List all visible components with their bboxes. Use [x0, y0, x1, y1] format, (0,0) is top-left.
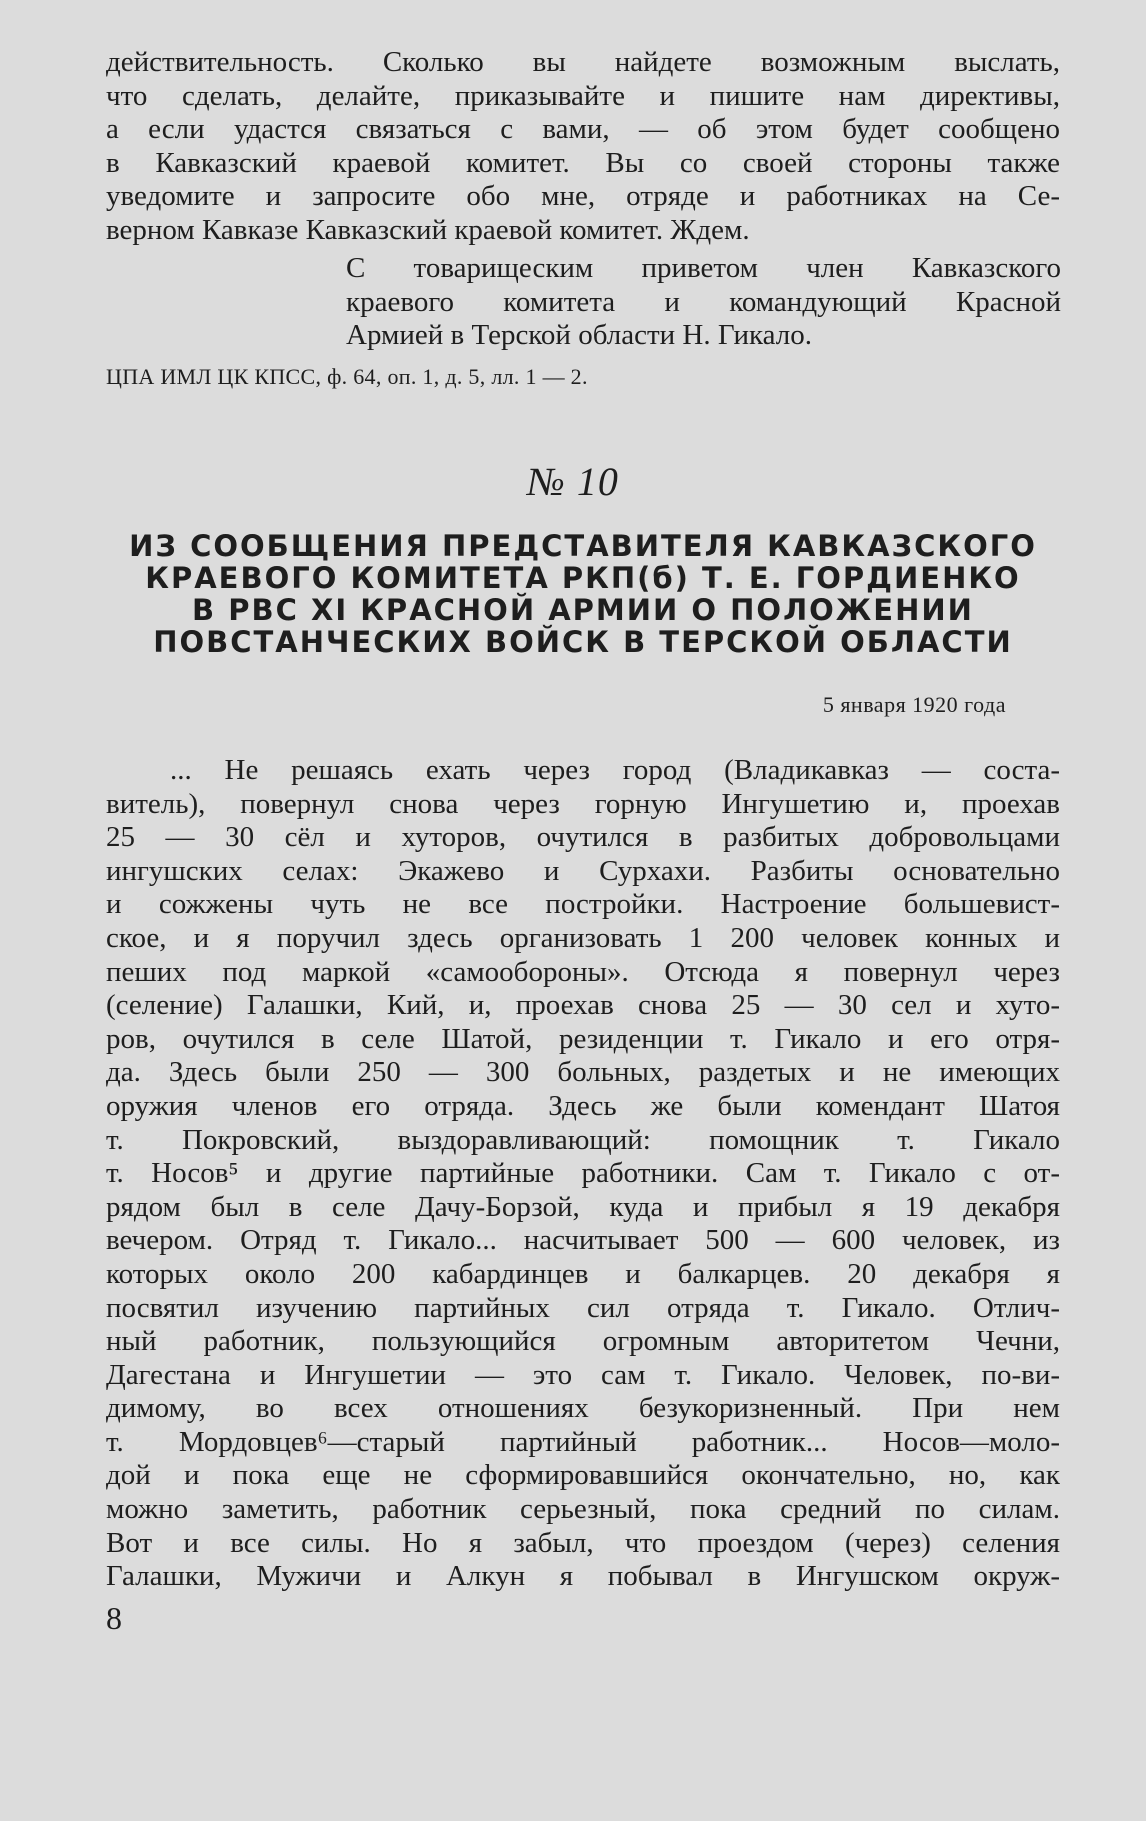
text-line: ный работник, пользующийся огромным авторитетом Чечни,: [106, 1325, 1060, 1358]
signature-line: С товарищеским приветом член Кавказского: [346, 252, 1061, 284]
signature-line: краевого комитета и командующий Красной: [346, 285, 1061, 318]
text-line: ингушских селах: Экажево и Сурхахи. Разбиты основательно: [106, 854, 1060, 887]
text-line: действительность. Сколько вы найдете возможным выслать,: [106, 46, 1060, 78]
text-line: (селение) Галашки, Кий, и, проехав снова 25 — 30 сел и хуто-: [106, 989, 1060, 1022]
text-line: уведомите и запросите обо мне, отряде и работниках на Се-: [106, 180, 1060, 213]
text-line: витель), повернул снова через горную Ингушетию и, проехав: [106, 787, 1060, 820]
text-line: т. Покровский, выздоравливающий: помощник т. Гикало: [106, 1123, 1060, 1156]
text-line: т. Мордовцев⁶—старый партийный работник... Носов—моло-: [106, 1425, 1060, 1458]
text-line: и сожжены чуть не все постройки. Настроение большевист-: [106, 888, 1060, 921]
title-line: В РВС XI КРАСНОЙ АРМИИ О ПОЛОЖЕНИИ: [192, 593, 974, 627]
text-line: димому, во всех отношениях безукоризненный. При нем: [106, 1392, 1060, 1425]
text-line: рядом был в селе Дачу-Борзой, куда и прибыл я 19 декабря: [106, 1190, 1060, 1223]
body-text: [106, 754, 1060, 1594]
text-line: в Кавказский краевой комитет. Вы со своей стороны также: [106, 146, 1060, 179]
document-number: № 10: [527, 459, 619, 504]
text-line: посвятил изучению партийных сил отряда т. Гикало. Отлич-: [106, 1291, 1060, 1324]
text-line: 25 — 30 сёл и хуторов, очутился в разбитых добровольцами: [106, 821, 1060, 854]
text-line: которых около 200 кабардинцев и балкарцев. 20 декабря я: [106, 1257, 1060, 1290]
text-line: оружия членов его отряда. Здесь же были комендант Шатоя: [106, 1089, 1060, 1122]
text-line: т. Носов⁵ и другие партийные работники. Сам т. Гикало с от-: [106, 1157, 1060, 1190]
text-line: Галашки, Мужичи и Алкун я побывал в Ингушском окруж-: [106, 1560, 1060, 1593]
text-line: вечером. Отряд т. Гикало... насчитывает 500 — 600 человек, из: [106, 1224, 1060, 1257]
page-number: 8: [106, 1600, 122, 1636]
text-line: а если удастся связаться с вами, — об этом будет сообщено: [106, 113, 1060, 146]
text-line: что сделать, делайте, приказывайте и пишите нам директивы,: [106, 79, 1060, 112]
text-line: да. Здесь были 250 — 300 больных, раздетых и не имеющих: [106, 1056, 1060, 1089]
document-date: 5 января 1920 года: [822, 692, 1006, 717]
top-paragraph: [106, 46, 1060, 248]
text-line: пеших под маркой «самообороны». Отсюда я повернул через: [106, 955, 1060, 988]
signature-line: Армией в Терской области Н. Гикало.: [346, 319, 813, 352]
title-line: ПОВСТАНЧЕСКИХ ВОЙСК В ТЕРСКОЙ ОБЛАСТИ: [153, 625, 1013, 659]
text-line: Дагестана и Ингушетии — это сам т. Гикало. Человек, по-ви-: [106, 1358, 1060, 1391]
title-line: КРАЕВОГО КОМИТЕТА РКП(б) Т. Е. ГОРДИЕНКО: [145, 561, 1021, 595]
text-line: Вот и все силы. Но я забыл, что проездом (через) селения: [106, 1526, 1060, 1559]
signature-block: [346, 252, 1061, 353]
text-line: ское, и я поручил здесь организовать 1 200 человек конных и: [106, 921, 1060, 954]
text-line: дой и пока еще не сформировавшийся окончательно, но, как: [106, 1459, 1060, 1492]
archive-reference: ЦПА ИМЛ ЦК КПСС, ф. 64, оп. 1, д. 5, лл. 1 — 2.: [106, 364, 588, 389]
title-line: ИЗ СООБЩЕНИЯ ПРЕДСТАВИТЕЛЯ КАВКАЗСКОГО: [129, 529, 1037, 563]
text-line: можно заметить, работник серьезный, пока средний по силам.: [106, 1493, 1060, 1526]
text-line: верном Кавказе Кавказский краевой комитет. Ждем.: [106, 213, 750, 246]
text-line: ров, очутился в селе Шатой, резиденции т. Гикало и его отря-: [106, 1022, 1060, 1055]
text-line: ... Не решаясь ехать через город (Владикавказ — соста-: [170, 754, 1060, 786]
document-title: [106, 530, 1060, 658]
